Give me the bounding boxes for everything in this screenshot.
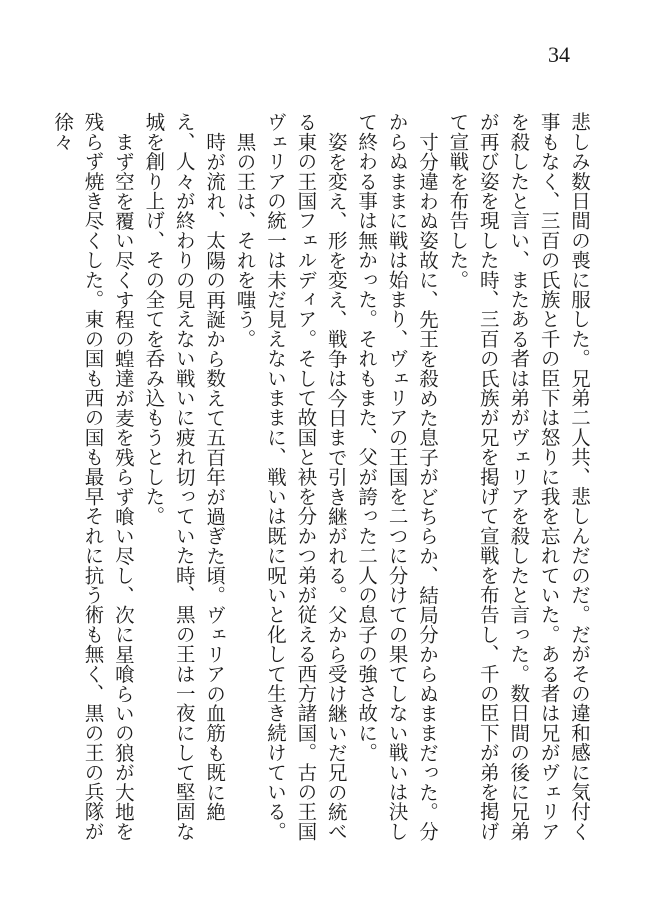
paragraph: 黒の王は、それを嗤う。 bbox=[233, 131, 257, 349]
paragraph: 悲しみ数日間の喪に服した。兄弟二人共、悲しんだのだ。だがその違和感に気付く事もなく、三百の氏族と千の臣下は怒りに我を忘れていた。ある者は兄がヴェリアを殺したと言い、またある者は弟がヴェリアを殺したと言った。数日間の後に兄弟が再び姿を現した時、三百の氏族が兄を掲げて宣戦を布告し、千の臣下が弟を掲げて宣戦を布告した。 bbox=[446, 112, 591, 841]
body-text bbox=[51, 112, 594, 842]
paragraph: 姿を変え、形を変え、戦争は今日まで引き継がれる。父から受け継いだ兄の統べる東の王国フェルディア。そして故国と袂を分かつ弟が従える西方諸国。古の王国ヴェリアの統一は未だ見えないままに、戦いは既に呪いと化して生き続けている。 bbox=[263, 112, 348, 841]
page-number: 34 bbox=[548, 42, 570, 67]
paragraph: 時が流れ、太陽の再誕から数えて五百年が過ぎた頃。ヴェリアの血筋も既に絶え、人々が終わりの見えない戦いに疲れ切っていた時、黒の王は一夜にして堅固な城を創り上げ、その全てを呑み込もうとした。 bbox=[142, 112, 227, 841]
paragraph: 寸分違わぬ姿故に、先王を殺めた息子がどちらか、結局分からぬままだった。分からぬままに戦は始まり、ヴェリアの王国を二つに分けての果てしない戦いは決して終わる事は無かった。それもまた、父が誇った二人の息子の強さ故に。 bbox=[355, 112, 439, 841]
paragraph: まず空を覆い尽くす程の蝗達が麦を残らず喰い尽し、次に星喰らいの狼が大地を残らず焼き尽くした。東の国も西の国も最早それに抗う術も無く、黒の王の兵隊が徐々 bbox=[51, 112, 135, 841]
